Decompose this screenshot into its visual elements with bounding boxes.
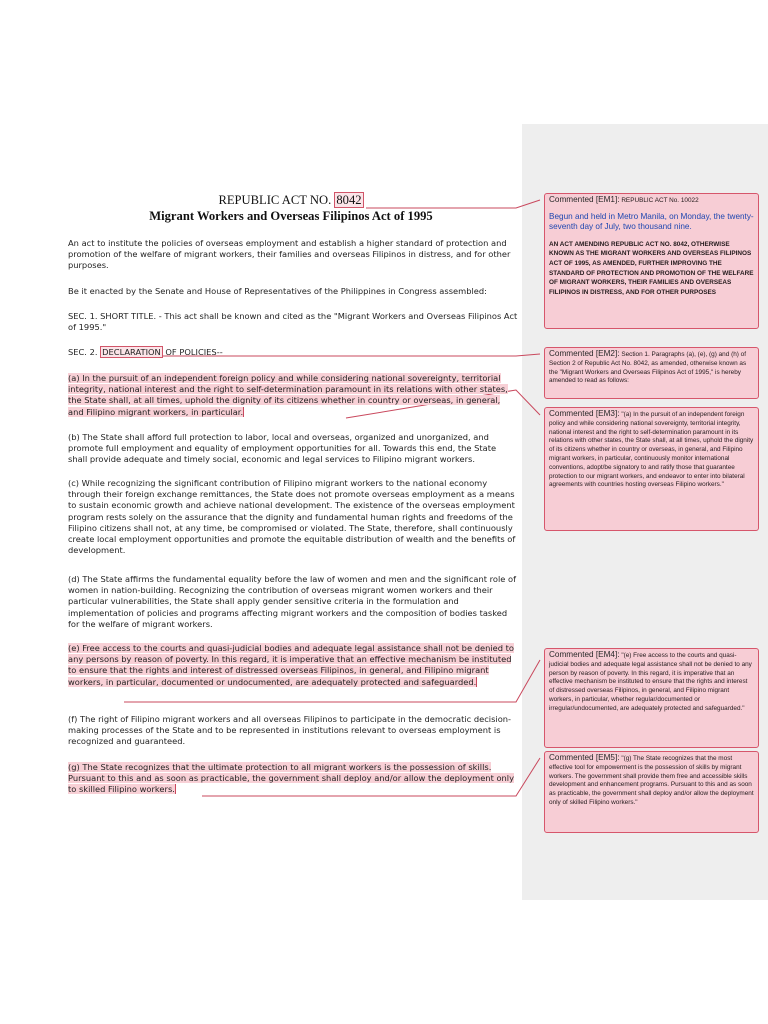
paragraph-g[interactable]	[68, 762, 518, 796]
paragraph-f-text: (f) The right of Filipino migrant workers and all overseas Filipinos to participate in the democratic decision-making processes of the State and to be represented in institutions relevant to overseas employment is recognized and guaranteed.	[68, 714, 512, 747]
comment-em2[interactable]	[544, 347, 759, 399]
comment-em3-text: "(a) In the pursuit of an independent foreign policy and while considering national sovereignty, territorial integrity, national interest and the right to self-determination paramount in its relations with other states, the State shall, at all times, uphold the dignity of its citizens whether in country or overseas, in general, and Filipino migrant workers, in particular, continuously monitor international conventions, adopt/be signatory to and ratify those that guarantee protection to our migrant workers, and endeavor to enter into bilateral agreements with countries hosting overseas Filipino workers."	[549, 411, 754, 489]
paragraph-b	[68, 432, 518, 466]
paragraph-d	[68, 574, 518, 630]
paragraph-e[interactable]	[68, 643, 518, 688]
section-2-suffix: OF POLICIES--	[162, 347, 223, 357]
comment-em2-label: Commented [EM2]:	[549, 349, 620, 358]
paragraph-f	[68, 714, 518, 748]
paragraph-b-text: (b) The State shall afford full protection to labor, local and overseas, organized and unorganized, and promote full employment and equality of employment opportunities for all. Towards this end, the State shall provide adequate and timely social, economic and legal services to Filipino migrant workers.	[68, 432, 497, 465]
comment-em3-label: Commented [EM3]:	[549, 409, 620, 418]
enacting-clause	[68, 286, 518, 297]
comment-em3[interactable]	[544, 407, 759, 531]
paragraph-a-text: (a) In the pursuit of an independent foreign policy and while considering national sovereignty, territorial integrity, national interest and the right to self-determination paramount in its relations with other states, the State shall, at all times, uphold the dignity of its citizens whether in country or overseas, in general, and Filipino migrant workers, in particular.	[68, 373, 508, 417]
section-2-prefix: SEC. 2.	[68, 347, 101, 357]
title-number-anchor[interactable]: 8042	[336, 193, 362, 207]
comment-em5-label: Commented [EM5]:	[549, 753, 620, 762]
comment-em2-text: Section 1. Paragraphs (a), (e), (g) and (h) of Section 2 of Republic Act No. 8042, as amended, otherwise known as the "Migrant Workers and Overseas Filipinos Act of 1995," is hereby amended to read as follows:	[549, 351, 747, 385]
comment-em5[interactable]	[544, 751, 759, 833]
page-title	[68, 193, 514, 208]
paragraph-c	[68, 478, 518, 556]
comment-em5-text: "(g) The State recognizes that the most effective tool for empowerment is the possession of skills by migrant workers. The government shall provide them free and accessible skills development and enhancement programs. Pursuant to this and as soon as practicable, the government shall deploy and/or allow the deployment only of skilled Filipino workers."	[549, 755, 754, 806]
enacting-text: Be it enacted by the Senate and House of Representatives of the Philippines in Congress assembled:	[68, 286, 487, 296]
comment-em4-text: "(e) Free access to the courts and quasi-judicial bodies and adequate legal assistance shall not be denied to any person by reason of poverty. In this regard, it is imperative that an effective mechanism be instituted to ensure that the rights and interest of distressed overseas Filipinos, in general, and Filipino migrant workers, in particular, whether regular/documented or irregular/undocumented, are adequately protected and safeguarded."	[549, 652, 752, 712]
paragraph-c-text: (c) While recognizing the significant contribution of Filipino migrant workers to the national economy through their foreign exchange remittances, the State does not promote overseas employment as a means to sustain economic growth and achieve national development. The existence of the overseas employment program rests solely on the assurance that the dignity and fundamental human rights and freedoms of the Filipino citizens shall not, at any time, be compromised or violated. The State, therefore, shall continuously create local employment opportunities and promote the equitable distribution of wealth and the benefits of development.	[68, 478, 516, 556]
comment-em1-title: AN ACT AMENDING REPUBLIC ACT NO. 8042, OTHERWISE KNOWN AS THE MIGRANT WORKERS AND OVERSEAS FILIPINOS ACT OF 1995, AS AMENDED, FURTHER IMPROVING THE STANDARD OF PROTECTION AND PROMOTION OF THE WELFARE OF MIGRANT WORKERS, THEIR FAMILIES AND OVERSEAS FILIPINOS IN DISTRESS, AND FOR OTHER PURPOSES	[549, 240, 754, 296]
paragraph-e-text: (e) Free access to the courts and quasi-judicial bodies and adequate legal assistance shall not be denied to any persons by reason of poverty. In this regard, it is imperative that an effective mechanism be instituted to ensure that the rights and interest of distressed overseas Filipinos, in general, and Filipino migrant workers, in particular, documented or undocumented, are adequately protected and safeguarded.	[68, 643, 514, 687]
section-1-text: SEC. 1. SHORT TITLE. - This act shall be known and cited as the "Migrant Workers and Overseas Filipinos Act of 1995."	[68, 311, 518, 333]
intro-text: An act to institute the policies of overseas employment and establish a higher standard of protection and promotion of the welfare of migrant workers, their families and overseas Filipinos in distress, and for other purposes.	[68, 238, 511, 271]
declaration-anchor[interactable]: DECLARATION	[102, 347, 161, 357]
section-1	[68, 311, 518, 333]
paragraph-a[interactable]	[68, 373, 518, 418]
paragraph-d-text: (d) The State affirms the fundamental equality before the law of women and men and the significant role of women in nation-building. Recognizing the contribution of overseas migrant women workers and their particular vulnerabilities, the State shall apply gender sensitive criteria in the formulation and implementation of policies and programs affecting migrant workers and the composition of bodies tasked for the welfare of migrant workers.	[68, 574, 516, 629]
page-subtitle: Migrant Workers and Overseas Filipinos Act of 1995	[149, 209, 433, 223]
title-prefix: REPUBLIC ACT NO.	[218, 193, 335, 207]
comment-em1-date: Begun and held in Metro Manila, on Monday, the twenty-seventh day of July, two thousand nine.	[549, 211, 754, 231]
comment-em1-label: Commented [EM1]:	[549, 195, 620, 204]
paragraph-g-text: (g) The State recognizes that the ultimate protection to all migrant workers is the possession of skills. Pursuant to this and as soon as practicable, the government shall deploy and/or allow the deployment only to skilled Filipino workers.	[68, 762, 515, 795]
comment-em4-label: Commented [EM4]:	[549, 650, 620, 659]
comment-em1-text: REPUBLIC ACT No. 10022	[621, 197, 699, 204]
section-2-heading	[68, 347, 518, 358]
comment-em4[interactable]	[544, 648, 759, 748]
comment-em1[interactable]	[544, 193, 759, 329]
intro-paragraph	[68, 238, 518, 272]
